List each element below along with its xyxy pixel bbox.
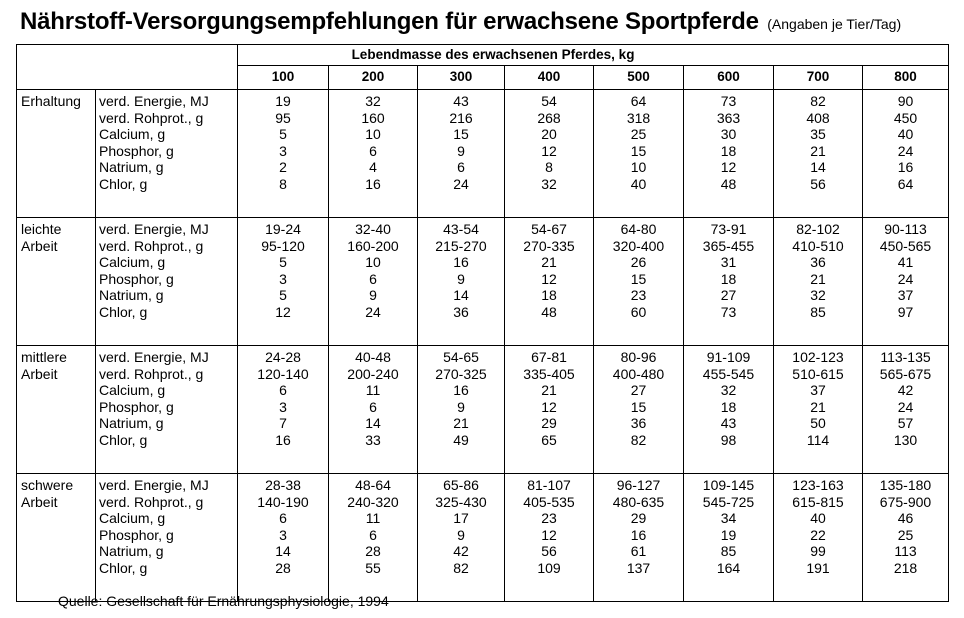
- value: 56: [810, 175, 826, 192]
- value: 11: [365, 382, 381, 399]
- value-cell: [329, 346, 418, 474]
- value: 9: [457, 270, 465, 287]
- value: 14: [453, 287, 469, 304]
- value: 15: [630, 398, 647, 415]
- value: 27: [630, 382, 647, 399]
- group-row: [17, 346, 949, 474]
- nutrient-label: Calcium, g: [99, 126, 166, 143]
- nutrient-label: verd. Energie, MJ: [99, 93, 209, 109]
- value: 82-102: [796, 221, 840, 237]
- value: 43-54: [443, 221, 479, 237]
- page-title: [20, 8, 901, 36]
- value: 335-405: [523, 365, 575, 382]
- value: 40: [810, 510, 826, 527]
- nutrient-labels: [96, 474, 238, 602]
- value: 54-67: [531, 221, 567, 237]
- value: 5: [279, 287, 287, 304]
- value: 164: [716, 559, 741, 576]
- value: 18: [720, 142, 737, 159]
- value: 320-400: [612, 237, 665, 254]
- value: 35: [810, 126, 826, 143]
- value-cell: [505, 474, 594, 602]
- value: 365-455: [702, 237, 755, 254]
- value: 12: [275, 303, 291, 320]
- value: 27: [720, 287, 737, 304]
- value-cell: [505, 346, 594, 474]
- value: 135-180: [879, 477, 932, 493]
- value: 18: [541, 287, 557, 304]
- value: 2: [279, 159, 287, 176]
- value: 82: [810, 93, 826, 109]
- value: 24: [365, 303, 381, 320]
- nutrient-label: Calcium, g: [99, 382, 166, 399]
- value-cell: [418, 218, 505, 346]
- value: 12: [541, 270, 557, 287]
- value-cell: [238, 218, 329, 346]
- value: 120-140: [257, 365, 309, 382]
- value: 36: [453, 303, 469, 320]
- value: 14: [365, 415, 381, 432]
- value: 240-320: [347, 493, 399, 510]
- value: 48: [541, 303, 557, 320]
- value: 24-28: [265, 349, 301, 365]
- value: 43: [720, 415, 737, 432]
- nutrient-label: Natrium, g: [99, 415, 164, 432]
- activity-label-line: mittlere: [21, 349, 67, 365]
- value-cell: [329, 218, 418, 346]
- value: 8: [545, 159, 553, 176]
- value: 37: [897, 287, 914, 304]
- value: 61: [630, 543, 647, 560]
- value-cell: [863, 218, 949, 346]
- value-cell: [594, 474, 684, 602]
- activity-label-line: Arbeit: [21, 365, 58, 382]
- value: 40: [630, 175, 647, 192]
- value: 410-510: [792, 237, 844, 254]
- group-row: [17, 90, 949, 218]
- value: 90-113: [884, 221, 927, 237]
- value: 16: [275, 431, 291, 448]
- value-cell: [329, 474, 418, 602]
- activity-label: [17, 90, 96, 218]
- value: 10: [630, 159, 647, 176]
- value: 48-64: [355, 477, 391, 493]
- value: 6: [279, 510, 287, 527]
- value: 15: [630, 142, 647, 159]
- value: 3: [279, 526, 287, 543]
- value: 363: [716, 109, 741, 126]
- value: 40: [897, 126, 914, 143]
- value: 24: [453, 175, 469, 192]
- nutrient-labels: [96, 346, 238, 474]
- value: 5: [279, 126, 287, 143]
- value-cell: [418, 474, 505, 602]
- value: 80-96: [620, 349, 657, 365]
- value: 123-163: [792, 477, 844, 493]
- nutrient-label: Natrium, g: [99, 159, 164, 176]
- nutrient-label: Chlor, g: [99, 431, 148, 448]
- value: 21: [541, 382, 557, 399]
- value: 25: [630, 126, 647, 143]
- value: 405-535: [523, 493, 575, 510]
- value: 6: [457, 159, 465, 176]
- value: 28: [365, 543, 381, 560]
- header-row-mass: [17, 45, 949, 66]
- value: 16: [453, 382, 469, 399]
- nutrient-table: [16, 44, 949, 602]
- value: 565-675: [879, 365, 932, 382]
- header-row-masses: [17, 66, 949, 90]
- value: 16: [453, 254, 469, 271]
- nutrient-label: Phosphor, g: [99, 142, 174, 159]
- value: 3: [279, 142, 287, 159]
- header-empty-nutrient-2: [96, 66, 238, 90]
- value: 3: [279, 398, 287, 415]
- value: 455-545: [702, 365, 755, 382]
- value: 102-123: [792, 349, 844, 365]
- group-row: [17, 218, 949, 346]
- value: 6: [279, 382, 287, 399]
- nutrient-label: verd. Energie, MJ: [99, 349, 209, 365]
- nutrient-label: Phosphor, g: [99, 526, 174, 543]
- value: 95-120: [261, 237, 305, 254]
- value: 268: [537, 109, 561, 126]
- value: 9: [457, 398, 465, 415]
- value: 26: [630, 254, 647, 271]
- value: 43: [453, 93, 469, 109]
- mass-header-cell: 100: [238, 66, 329, 90]
- value: 32: [810, 287, 826, 304]
- value: 28: [275, 559, 291, 576]
- value: 42: [897, 382, 914, 399]
- value-cell: [594, 90, 684, 218]
- value: 5: [279, 254, 287, 271]
- value: 67-81: [531, 349, 567, 365]
- value: 140-190: [257, 493, 309, 510]
- value: 19-24: [265, 221, 301, 237]
- value: 90: [897, 93, 914, 109]
- nutrient-label: Chlor, g: [99, 559, 148, 576]
- value: 29: [541, 415, 557, 432]
- value: 18: [720, 270, 737, 287]
- value: 48: [720, 175, 737, 192]
- group-row: [17, 474, 949, 602]
- value-cell: [594, 218, 684, 346]
- value: 216: [449, 109, 473, 126]
- value: 49: [453, 431, 469, 448]
- value: 545-725: [702, 493, 755, 510]
- value: 57: [897, 415, 914, 432]
- value: 64: [630, 93, 647, 109]
- value: 73: [720, 303, 737, 320]
- header-empty-activity: [17, 45, 96, 66]
- value: 18: [720, 398, 737, 415]
- value: 25: [897, 526, 914, 543]
- value-cell: [863, 346, 949, 474]
- value: 113-135: [880, 349, 931, 365]
- mass-header-cell: 200: [329, 66, 418, 90]
- value: 21: [453, 415, 469, 432]
- value: 408: [806, 109, 830, 126]
- value: 64: [897, 175, 914, 192]
- value: 270-335: [523, 237, 575, 254]
- value: 6: [369, 142, 377, 159]
- value: 12: [541, 398, 557, 415]
- mass-header-cell: 300: [418, 66, 505, 90]
- nutrient-label: Chlor, g: [99, 175, 148, 192]
- value: 30: [720, 126, 737, 143]
- value: 81-107: [527, 477, 571, 493]
- value-cell: [684, 346, 774, 474]
- nutrient-label: Phosphor, g: [99, 398, 174, 415]
- value: 16: [897, 159, 914, 176]
- value-cell: [684, 218, 774, 346]
- value: 16: [630, 526, 647, 543]
- value-cell: [684, 474, 774, 602]
- activity-label-line: leichte: [21, 221, 62, 237]
- value: 40-48: [355, 349, 391, 365]
- value: 36: [810, 254, 826, 271]
- value: 4: [369, 159, 377, 176]
- value: 21: [541, 254, 557, 271]
- value-cell: [684, 90, 774, 218]
- value: 7: [279, 415, 287, 432]
- nutrient-labels: [96, 218, 238, 346]
- value: 14: [810, 159, 826, 176]
- nutrient-label: Phosphor, g: [99, 270, 174, 287]
- value: 32: [365, 93, 381, 109]
- value: 41: [897, 254, 914, 271]
- nutrient-label: verd. Rohprot., g: [99, 237, 204, 254]
- value: 137: [626, 559, 651, 576]
- value-cell: [418, 90, 505, 218]
- mass-header: Lebendmasse des erwachsenen Pferdes, kg: [238, 45, 949, 66]
- mass-header-cell: 700: [774, 66, 863, 90]
- value: 10: [365, 126, 381, 143]
- value-cell: [329, 90, 418, 218]
- value: 191: [806, 559, 830, 576]
- activity-label: [17, 474, 96, 602]
- value: 19: [275, 93, 291, 109]
- value-cell: [774, 474, 863, 602]
- value: 200-240: [347, 365, 399, 382]
- value: 113: [894, 543, 917, 560]
- value: 50: [810, 415, 826, 432]
- value: 400-480: [612, 365, 665, 382]
- nutrient-label: verd. Rohprot., g: [99, 493, 204, 510]
- nutrient-label: verd. Rohprot., g: [99, 365, 204, 382]
- value: 6: [369, 398, 377, 415]
- value: 98: [720, 431, 737, 448]
- nutrient-labels: [96, 90, 238, 218]
- value-cell: [238, 474, 329, 602]
- nutrient-label: Natrium, g: [99, 543, 164, 560]
- value: 21: [810, 270, 826, 287]
- value: 615-815: [792, 493, 844, 510]
- mass-header-cell: 800: [863, 66, 949, 90]
- value: 32: [720, 382, 737, 399]
- header-empty-nutrient: [96, 45, 238, 66]
- value: 3: [279, 270, 287, 287]
- value-cell: [505, 218, 594, 346]
- value: 17: [453, 510, 469, 527]
- value: 675-900: [879, 493, 932, 510]
- value: 510-615: [792, 365, 844, 382]
- value: 85: [810, 303, 826, 320]
- value: 23: [541, 510, 557, 527]
- value-cell: [238, 346, 329, 474]
- nutrient-label: Chlor, g: [99, 303, 148, 320]
- value: 325-430: [435, 493, 487, 510]
- value: 12: [541, 526, 557, 543]
- value: 54-65: [443, 349, 479, 365]
- title-main: Nährstoff-Versorgungsempfehlungen für erwachsene Sportpferde: [20, 8, 759, 35]
- value: 318: [626, 109, 651, 126]
- value: 9: [457, 142, 465, 159]
- value: 21: [810, 398, 826, 415]
- value: 21: [810, 142, 826, 159]
- value: 24: [897, 270, 914, 287]
- value: 24: [897, 142, 914, 159]
- value-cell: [863, 90, 949, 218]
- value: 270-325: [435, 365, 487, 382]
- nutrient-label: verd. Rohprot., g: [99, 109, 204, 126]
- header-empty-activity-2: [17, 66, 96, 90]
- value-cell: [774, 218, 863, 346]
- value: 96-127: [616, 477, 661, 493]
- value: 109-145: [702, 477, 755, 493]
- value: 97: [897, 303, 914, 320]
- value: 82: [630, 431, 647, 448]
- activity-label: [17, 218, 96, 346]
- value: 99: [810, 543, 826, 560]
- value: 64-80: [620, 221, 657, 237]
- value: 65-86: [443, 477, 479, 493]
- value-cell: [594, 346, 684, 474]
- value: 32: [541, 175, 557, 192]
- value: 450: [893, 109, 918, 126]
- title-subtitle: (Angaben je Tier/Tag): [767, 16, 902, 32]
- activity-label: [17, 346, 96, 474]
- activity-label-line: schwere: [21, 477, 74, 493]
- value: 8: [279, 175, 287, 192]
- value: 109: [537, 559, 561, 576]
- value: 9: [369, 287, 377, 304]
- value: 42: [453, 543, 469, 560]
- value: 82: [453, 559, 469, 576]
- value: 33: [365, 431, 381, 448]
- value: 14: [275, 543, 291, 560]
- value: 85: [720, 543, 737, 560]
- value: 215-270: [435, 237, 487, 254]
- value: 11: [365, 510, 381, 527]
- value: 160-200: [347, 237, 399, 254]
- value: 15: [630, 270, 647, 287]
- value: 29: [630, 510, 647, 527]
- value-cell: [863, 474, 949, 602]
- value: 218: [893, 559, 918, 576]
- value: 12: [720, 159, 737, 176]
- value: 480-635: [612, 493, 665, 510]
- value: 31: [720, 254, 737, 271]
- value: 23: [630, 287, 647, 304]
- value: 9: [457, 526, 465, 543]
- value: 6: [369, 270, 377, 287]
- mass-header-cell: 600: [684, 66, 774, 90]
- value-cell: [774, 346, 863, 474]
- value: 12: [541, 142, 557, 159]
- value-cell: [774, 90, 863, 218]
- value: 22: [810, 526, 826, 543]
- value: 37: [810, 382, 826, 399]
- value: 16: [365, 175, 381, 192]
- value: 28-38: [265, 477, 301, 493]
- value: 20: [541, 126, 557, 143]
- value-cell: [418, 346, 505, 474]
- value: 60: [630, 303, 647, 320]
- value: 34: [720, 510, 737, 527]
- value: 73: [720, 93, 737, 109]
- value: 55: [365, 559, 381, 576]
- nutrient-label: Calcium, g: [99, 254, 166, 271]
- value: 54: [541, 93, 557, 109]
- nutrient-label: Calcium, g: [99, 510, 166, 527]
- value: 91-109: [706, 349, 751, 365]
- activity-label-line: Arbeit: [21, 237, 58, 254]
- value-cell: [505, 90, 594, 218]
- value: 36: [630, 415, 647, 432]
- nutrient-label: verd. Energie, MJ: [99, 221, 209, 237]
- value: 73-91: [710, 221, 747, 237]
- value: 46: [897, 510, 914, 527]
- value: 95: [275, 109, 291, 126]
- value: 56: [541, 543, 557, 560]
- value: 15: [453, 126, 469, 143]
- nutrient-label: Natrium, g: [99, 287, 164, 304]
- value: 160: [361, 109, 385, 126]
- value: 24: [897, 398, 914, 415]
- value: 114: [806, 431, 830, 448]
- value-cell: [238, 90, 329, 218]
- mass-header-cell: 400: [505, 66, 594, 90]
- activity-label-line: Arbeit: [21, 493, 58, 510]
- value: 19: [720, 526, 737, 543]
- activity-label-line: Erhaltung: [21, 93, 81, 109]
- source-note: Quelle: Gesellschaft für Ernährungsphysiologie, 1994: [58, 593, 389, 609]
- mass-header-cell: 500: [594, 66, 684, 90]
- nutrient-label: verd. Energie, MJ: [99, 477, 209, 493]
- value: 6: [369, 526, 377, 543]
- value: 32-40: [355, 221, 391, 237]
- value: 10: [365, 254, 381, 271]
- value: 65: [541, 431, 557, 448]
- value: 450-565: [879, 237, 932, 254]
- value: 130: [893, 431, 918, 448]
